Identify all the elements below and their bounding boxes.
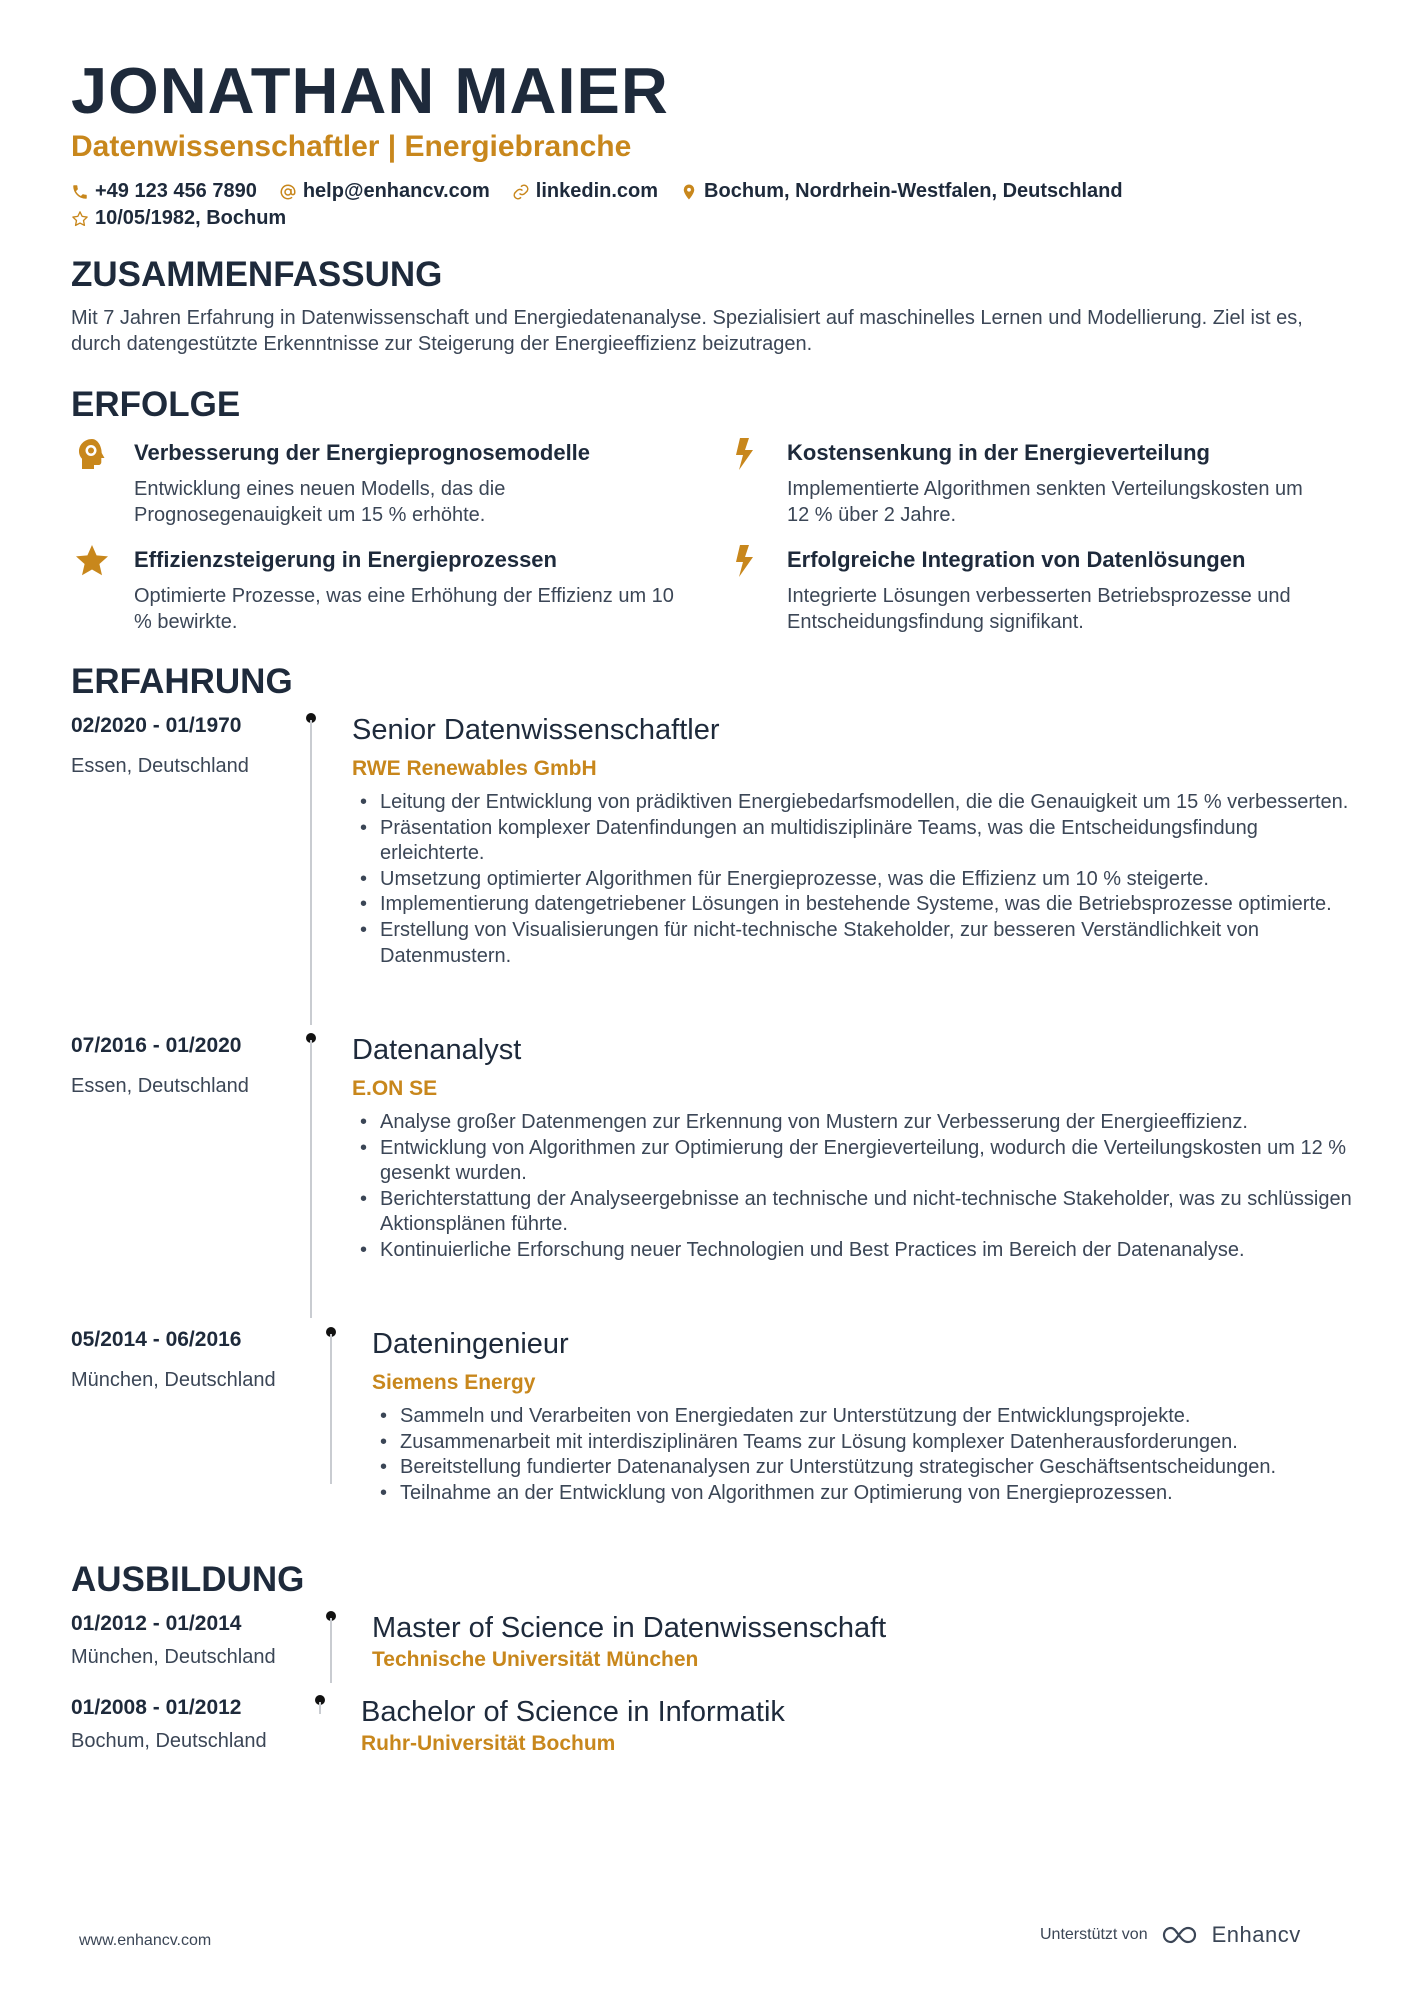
- job-bullet: • Bereitstellung fundierter Datenanalysen zur Unterstützung strategischer Geschäftsentscheidungen.: [372, 1455, 1362, 1481]
- job-bullet: • Teilnahme an der Entwicklung von Algorithmen zur Optimierung von Energieprozessen.: [372, 1481, 1362, 1507]
- achievement-description: Entwicklung eines neuen Modells, das die Prognosegenauigkeit um 15 % erhöhte.: [134, 478, 506, 526]
- education-date: 01/2012 - 01/2014: [71, 1612, 242, 1635]
- education-location: München, Deutschland: [71, 1646, 276, 1668]
- job-location: Essen, Deutschland: [71, 1075, 249, 1097]
- job-bullet: • Analyse großer Datenmengen zur Erkennung von Mustern zur Verbesserung der Energieeffizienz.: [352, 1110, 1352, 1136]
- job-bullet: • Berichterstattung der Analyseergebnisse an technische und nicht-technische Stakeholder, was zu schlüssigen Aktionsplänen führte.: [352, 1187, 1352, 1238]
- star-outline-icon: [71, 210, 89, 228]
- timeline-line: [319, 1702, 321, 1714]
- job-bullet: • Kontinuierliche Erforschung neuer Technologien und Best Practices im Bereich der Datenanalyse.: [352, 1238, 1352, 1264]
- contact-phone: [71, 180, 257, 203]
- job-role: Senior Datenwissenschaftler: [352, 714, 720, 746]
- job-bullet: • Entwicklung von Algorithmen zur Optimierung der Energieverteilung, wodurch die Verteilungskosten um 12 % gesenkt wurden.: [352, 1136, 1352, 1187]
- summary-text: Mit 7 Jahren Erfahrung in Datenwissenschaft und Energiedatenanalyse. Spezialisiert auf maschinelles Lernen und Modellierung. Ziel ist es, durch datengestützte Erkenntnisse zur Steigerung der Energieeffizienz beizutragen.: [71, 307, 1303, 355]
- contact-email[interactable]: [279, 180, 490, 203]
- job-bullet: • Präsentation komplexer Datenfindungen an multidisziplinäre Teams, was die Entscheidungsfindung erleichterte.: [352, 816, 1352, 867]
- location-pin-icon: [680, 183, 698, 201]
- star-icon: [74, 543, 110, 579]
- achievements-heading: ERFOLGE: [71, 385, 241, 424]
- achievement-title: Erfolgreiche Integration von Datenlösungen: [787, 547, 1246, 572]
- job-bullets: [352, 1110, 1352, 1264]
- timeline-line: [310, 720, 312, 1025]
- lightning-icon: [727, 543, 763, 579]
- job-bullet: • Sammeln und Verarbeiten von Energiedaten zur Unterstützung der Entwicklungsprojekte.: [372, 1404, 1362, 1430]
- job-bullet: • Erstellung von Visualisierungen für nicht-technische Stakeholder, zur besseren Verständlichkeit von Datenmustern.: [352, 918, 1352, 969]
- timeline-line: [310, 1040, 312, 1318]
- summary-heading: ZUSAMMENFASSUNG: [71, 255, 443, 294]
- location-text: Bochum, Nordrhein-Westfalen, Deutschland: [704, 180, 1123, 202]
- powered-by-text: Unterstützt von: [1040, 1926, 1148, 1943]
- job-role: Dateningenieur: [372, 1328, 569, 1360]
- achievement-title: Verbesserung der Energieprognosemodelle: [134, 440, 591, 465]
- job-bullet: • Leitung der Entwicklung von prädiktiven Energiebedarfsmodellen, die die Genauigkeit um 15 % verbesserten.: [352, 790, 1352, 816]
- enhancv-logo-icon: [1160, 1923, 1204, 1947]
- linkedin-text[interactable]: linkedin.com: [535, 180, 659, 202]
- education-heading: AUSBILDUNG: [71, 1560, 305, 1599]
- job-bullet: • Implementierung datengetriebener Lösungen in bestehende Systeme, was die Betriebsprozesse optimierte.: [352, 892, 1352, 918]
- achievement-description: Implementierte Algorithmen senkten Verteilungskosten um 12 % über 2 Jahre.: [787, 478, 1303, 526]
- job-date: 07/2016 - 01/2020: [71, 1034, 242, 1057]
- achievement-title: Kostensenkung in der Energieverteilung: [787, 440, 1210, 465]
- job-company: Siemens Energy: [372, 1371, 536, 1394]
- lightning-icon: [727, 436, 763, 472]
- footer-website[interactable]: www.enhancv.com: [79, 1932, 212, 1949]
- achievement-description: Integrierte Lösungen verbesserten Betriebsprozesse und Entscheidungsfindung signifikant.: [787, 585, 1291, 633]
- phone-icon: [71, 183, 89, 201]
- experience-heading: ERFAHRUNG: [71, 662, 293, 701]
- birth-text: 10/05/1982, Bochum: [95, 207, 287, 229]
- phone-text: +49 123 456 7890: [95, 180, 257, 202]
- contact-birth: [71, 207, 286, 230]
- job-bullet: • Umsetzung optimierter Algorithmen für Energieprozesse, was die Effizienz um 10 % steigerte.: [352, 867, 1352, 893]
- job-company: E.ON SE: [352, 1077, 438, 1100]
- at-icon: [279, 183, 297, 201]
- job-role: Datenanalyst: [352, 1034, 522, 1066]
- footer-branding: [1040, 1922, 1301, 1948]
- email-text[interactable]: help@enhancv.com: [302, 180, 490, 202]
- timeline-line: [330, 1334, 332, 1484]
- job-company: RWE Renewables GmbH: [352, 757, 597, 780]
- link-icon: [512, 183, 530, 201]
- job-bullet: • Zusammenarbeit mit interdisziplinären Teams zur Lösung komplexer Datenherausforderungen.: [372, 1430, 1362, 1456]
- job-bullets: [352, 790, 1352, 969]
- job-bullets: [372, 1404, 1362, 1506]
- brand-name: Enhancv: [1211, 1922, 1301, 1947]
- education-school: Ruhr-Universität Bochum: [361, 1732, 616, 1755]
- job-date: 05/2014 - 06/2016: [71, 1328, 242, 1351]
- job-date: 02/2020 - 01/1970: [71, 714, 242, 737]
- achievement-description: Optimierte Prozesse, was eine Erhöhung der Effizienz um 10 % bewirkte.: [134, 585, 674, 633]
- contact-row: [71, 180, 1145, 203]
- education-degree: Bachelor of Science in Informatik: [361, 1696, 785, 1728]
- candidate-name: JONATHAN MAIER: [71, 54, 669, 127]
- education-school: Technische Universität München: [372, 1648, 699, 1671]
- contact-location: [680, 180, 1123, 203]
- contact-linkedin[interactable]: [512, 180, 658, 203]
- job-location: Essen, Deutschland: [71, 755, 249, 777]
- job-location: München, Deutschland: [71, 1369, 276, 1391]
- achievement-title: Effizienzsteigerung in Energieprozessen: [134, 547, 557, 572]
- education-date: 01/2008 - 01/2012: [71, 1696, 242, 1719]
- timeline-line: [330, 1618, 332, 1683]
- candidate-title: Datenwissenschaftler | Energiebranche: [71, 130, 632, 163]
- contact-row-2: [71, 207, 308, 230]
- head-icon: [74, 436, 110, 472]
- education-location: Bochum, Deutschland: [71, 1730, 267, 1752]
- education-degree: Master of Science in Datenwissenschaft: [372, 1612, 887, 1644]
